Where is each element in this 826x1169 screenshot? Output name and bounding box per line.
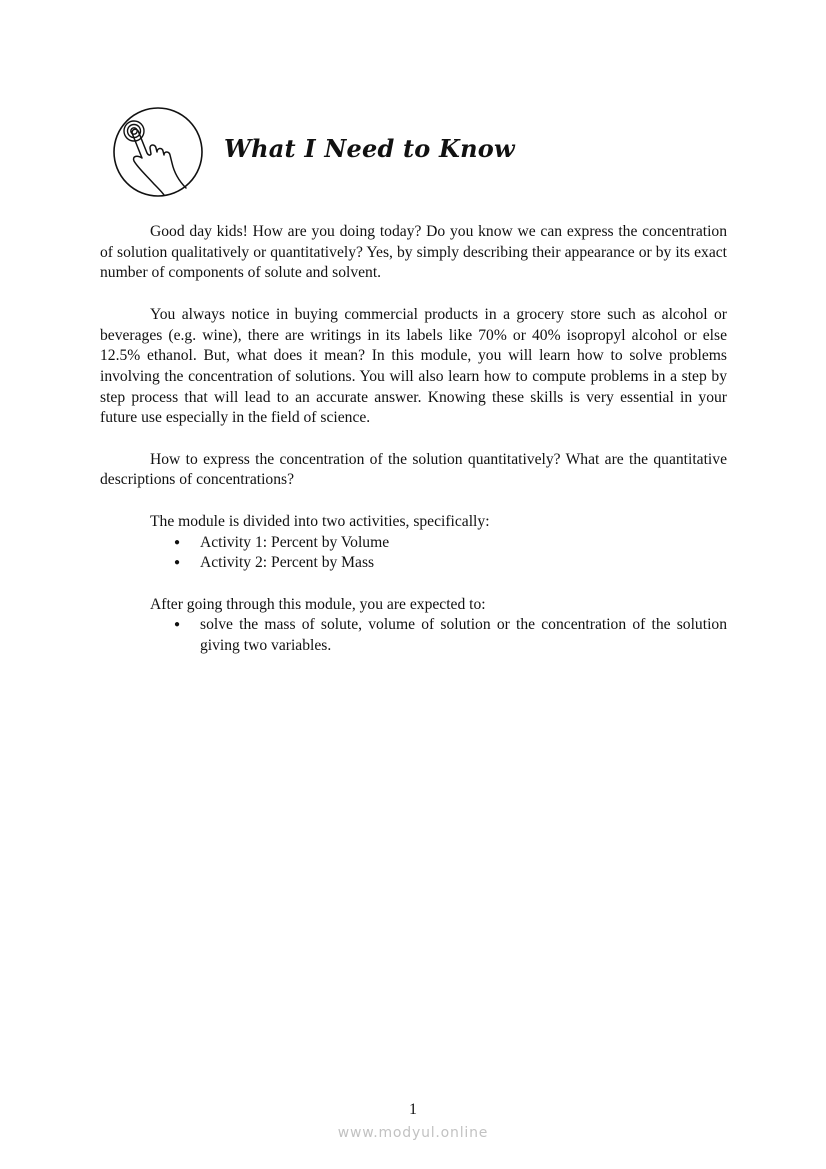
list-item: ● Activity 2: Percent by Mass: [174, 553, 727, 574]
watermark: www.modyul.online: [337, 1125, 489, 1141]
question-paragraph: How to express the concentration of the solution quantitatively? What are the quantitative descriptions of concentrations?: [100, 450, 727, 489]
labels-paragraph: You always notice in buying commercial products in a grocery store such as alcohol or beverages (e.g. wine), there are writings in its labels like 70% or 40% isopropyl alcohol or else 12.5% ethanol. But, what does it mean? In this module, you will learn how to solve problems involving the concentration of solutions. You will also learn how to compute problems in a step by step process that will lead to an accurate answer. Knowing these skills is very essential in your future use especially in the field of science.: [100, 305, 727, 427]
list-item: ● solve the mass of solute, volume of solution or the concentration of the solution giving two variables.: [174, 615, 727, 656]
section-title: What I Need to Know: [224, 134, 515, 163]
list-item: ● Activity 1: Percent by Volume: [174, 533, 727, 554]
objectives-lead: After going through this module, you are expected to:: [150, 595, 486, 613]
touch-hand-icon: [112, 106, 204, 198]
page-number: 1: [409, 1101, 417, 1118]
activities-lead: The module is divided into two activities, specifically:: [150, 512, 490, 530]
module-body: [100, 222, 727, 677]
section-header: [112, 106, 712, 198]
activities-list: [100, 533, 727, 574]
intro-paragraph: Good day kids! How are you doing today? Do you know we can express the concentration of solution qualitatively or quantitatively? Yes, by simply describing their appearance or by its exact number of components of solute and solvent.: [100, 223, 727, 282]
objectives-list: [100, 615, 727, 656]
